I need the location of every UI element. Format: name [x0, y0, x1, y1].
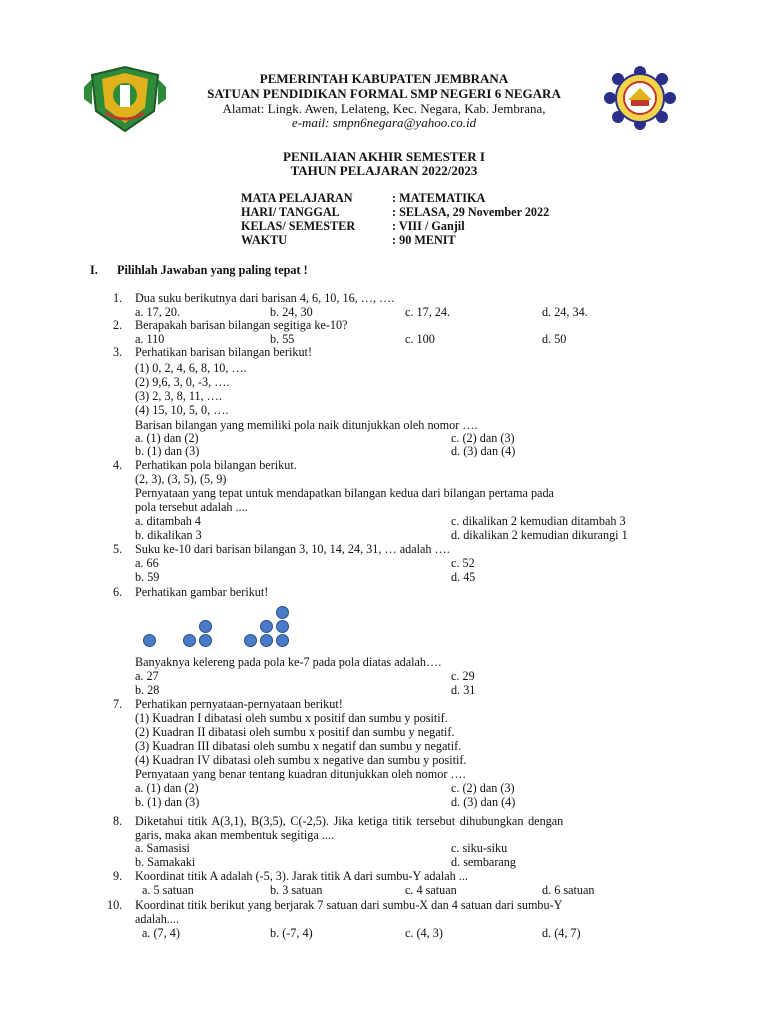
option-a: a. (1) dan (2) — [135, 431, 199, 445]
marble — [244, 634, 257, 647]
header-email: e-mail: smpn6negara@yahoo.co.id — [291, 115, 477, 130]
option-c: c. (2) dan (3) — [451, 781, 515, 795]
question-text: Diketahui titik A(3,1), B(3,5), C(-2,5). Jika ketiga titik tersebut dihubungkan dengan — [135, 814, 564, 828]
option-a: a. (7, 4) — [142, 926, 180, 940]
question-text: Suku ke-10 dari barisan bilangan 3, 10, 14, 24, 31, … adalah …. — [135, 542, 450, 556]
statement-line: (4) Kuadran IV dibatasi oleh sumbu x negative dan sumbu y positif. — [135, 753, 467, 767]
option-b: b. 59 — [135, 570, 160, 584]
statement-line: (1) Kuadran I dibatasi oleh sumbu x positif dan sumbu y positif. — [135, 711, 448, 725]
option-b: b. dikalikan 3 — [135, 528, 202, 542]
option-a: a. Samasisi — [135, 841, 190, 855]
option-b: b. 24, 30 — [270, 305, 313, 319]
marble — [276, 620, 289, 633]
question-prompt: Barisan bilangan yang memiliki pola naik ditunjukkan oleh nomor …. — [135, 418, 478, 432]
exam-year: TAHUN PELAJARAN 2022/2023 — [290, 163, 478, 178]
option-c: c. 100 — [405, 332, 435, 346]
option-c: c. siku-siku — [451, 841, 508, 855]
option-c: c. 52 — [451, 556, 475, 570]
option-d: d. (3) dan (4) — [451, 444, 516, 458]
info-label: MATA PELAJARAN — [241, 191, 353, 205]
sequence-line: (2) 9,6, 3, 0, -3, …. — [135, 375, 230, 389]
exam-title: PENILAIAN AKHIR SEMESTER I — [283, 149, 485, 164]
info-value: : SELASA, 29 November 2022 — [392, 205, 550, 219]
option-c: c. (2) dan (3) — [451, 431, 515, 445]
pattern-line: (2, 3), (3, 5), (5, 9) — [135, 472, 227, 486]
option-d: d. 24, 34. — [542, 305, 588, 319]
question-prompt: Banyaknya kelereng pada pola ke-7 pada pola diatas adalah…. — [135, 655, 442, 669]
option-b: b. 55 — [270, 332, 295, 346]
option-c: c. dikalikan 2 kemudian ditambah 3 — [451, 514, 626, 528]
option-d: d. 31 — [451, 683, 476, 697]
info-value: : 90 MENIT — [392, 233, 456, 247]
option-b: b. 3 satuan — [270, 883, 323, 897]
option-a: a. 17, 20. — [135, 305, 181, 319]
option-c: c. (4, 3) — [405, 926, 443, 940]
marble — [260, 620, 273, 633]
statement-line: (2) Kuadran II dibatasi oleh sumbu x positif dan sumbu y negatif. — [135, 725, 455, 739]
section-title: Pilihlah Jawaban yang paling tepat ! — [117, 263, 308, 277]
sequence-line: (1) 0, 2, 4, 6, 8, 10, …. — [135, 361, 247, 375]
question-prompt: garis, maka akan membentuk segitiga .... — [135, 828, 335, 842]
info-value: : MATEMATIKA — [392, 191, 486, 205]
option-d: d. dikalikan 2 kemudian dikurangi 1 — [451, 528, 628, 542]
question-number: 8. — [113, 814, 123, 828]
option-d: d. 45 — [451, 570, 476, 584]
option-d: d. sembarang — [451, 855, 516, 869]
header-address: Alamat: Lingk. Awen, Lelateng, Kec. Negara, Kab. Jembrana, — [222, 101, 546, 116]
option-a: a. ditambah 4 — [135, 514, 201, 528]
marble — [260, 634, 273, 647]
question-prompt: adalah.... — [135, 912, 179, 926]
option-b: b. 28 — [135, 683, 160, 697]
option-d: d. (4, 7) — [542, 926, 581, 940]
marble — [276, 606, 289, 619]
question-text: Dua suku berikutnya dari barisan 4, 6, 10, 16, …, …. — [135, 291, 395, 305]
question-number: 4. — [113, 458, 123, 472]
question-text: Perhatikan gambar berikut! — [135, 585, 269, 599]
marble — [183, 634, 196, 647]
question-number: 10. — [107, 898, 123, 912]
option-b: b. (-7, 4) — [270, 926, 313, 940]
header-line-1: PEMERINTAH KABUPATEN JEMBRANA — [259, 71, 509, 86]
option-a: a. 66 — [135, 556, 159, 570]
question-number: 3. — [113, 345, 123, 359]
marble — [199, 634, 212, 647]
info-label: KELAS/ SEMESTER — [241, 219, 356, 233]
marble-pattern-figure — [140, 604, 300, 648]
question-number: 2. — [113, 318, 123, 332]
question-prompt: Pernyataan yang tepat untuk mendapatkan bilangan kedua dari bilangan pertama pada — [135, 486, 554, 500]
question-prompt: pola tersebut adalah .... — [135, 500, 248, 514]
marble — [199, 620, 212, 633]
option-b: b. (1) dan (3) — [135, 444, 200, 458]
option-a: a. 5 satuan — [142, 883, 194, 897]
question-number: 6. — [113, 585, 123, 599]
header-line-2: SATUAN PENDIDIKAN FORMAL SMP NEGERI 6 NEGARA — [207, 86, 561, 101]
option-d: d. 50 — [542, 332, 567, 346]
option-c: c. 4 satuan — [405, 883, 457, 897]
option-a: a. 110 — [135, 332, 165, 346]
question-text: Perhatikan pernyataan-pernyataan berikut! — [135, 697, 343, 711]
question-prompt: Pernyataan yang benar tentang kuadran ditunjukkan oleh nomor …. — [135, 767, 466, 781]
question-text: Koordinat titik A adalah (-5, 3). Jarak titik A dari sumbu-Y adalah ... — [135, 869, 468, 883]
marble — [143, 634, 156, 647]
option-c: c. 29 — [451, 669, 475, 683]
option-a: a. (1) dan (2) — [135, 781, 199, 795]
sequence-line: (4) 15, 10, 5, 0, …. — [135, 403, 229, 417]
option-d: d. (3) dan (4) — [451, 795, 516, 809]
option-b: b. (1) dan (3) — [135, 795, 200, 809]
marble — [276, 634, 289, 647]
statement-line: (3) Kuadran III dibatasi oleh sumbu x negatif dan sumbu y negatif. — [135, 739, 462, 753]
question-number: 5. — [113, 542, 123, 556]
question-text: Perhatikan pola bilangan berikut. — [135, 458, 297, 472]
section-number: I. — [90, 263, 98, 277]
question-number: 1. — [113, 291, 123, 305]
question-text: Berapakah barisan bilangan segitiga ke-10? — [135, 318, 348, 332]
question-text: Perhatikan barisan bilangan berikut! — [135, 345, 312, 359]
option-c: c. 17, 24. — [405, 305, 451, 319]
option-d: d. 6 satuan — [542, 883, 595, 897]
option-a: a. 27 — [135, 669, 159, 683]
question-number: 7. — [113, 697, 123, 711]
info-label: HARI/ TANGGAL — [241, 205, 340, 219]
info-label: WAKTU — [241, 233, 288, 247]
question-text: Koordinat titik berikut yang berjarak 7 satuan dari sumbu-X dan 4 satuan dari sumbu-Y — [135, 898, 563, 912]
question-number: 9. — [113, 869, 123, 883]
sequence-line: (3) 2, 3, 8, 11, …. — [135, 389, 222, 403]
option-b: b. Samakaki — [135, 855, 196, 869]
info-value: : VIII / Ganjil — [392, 219, 465, 233]
